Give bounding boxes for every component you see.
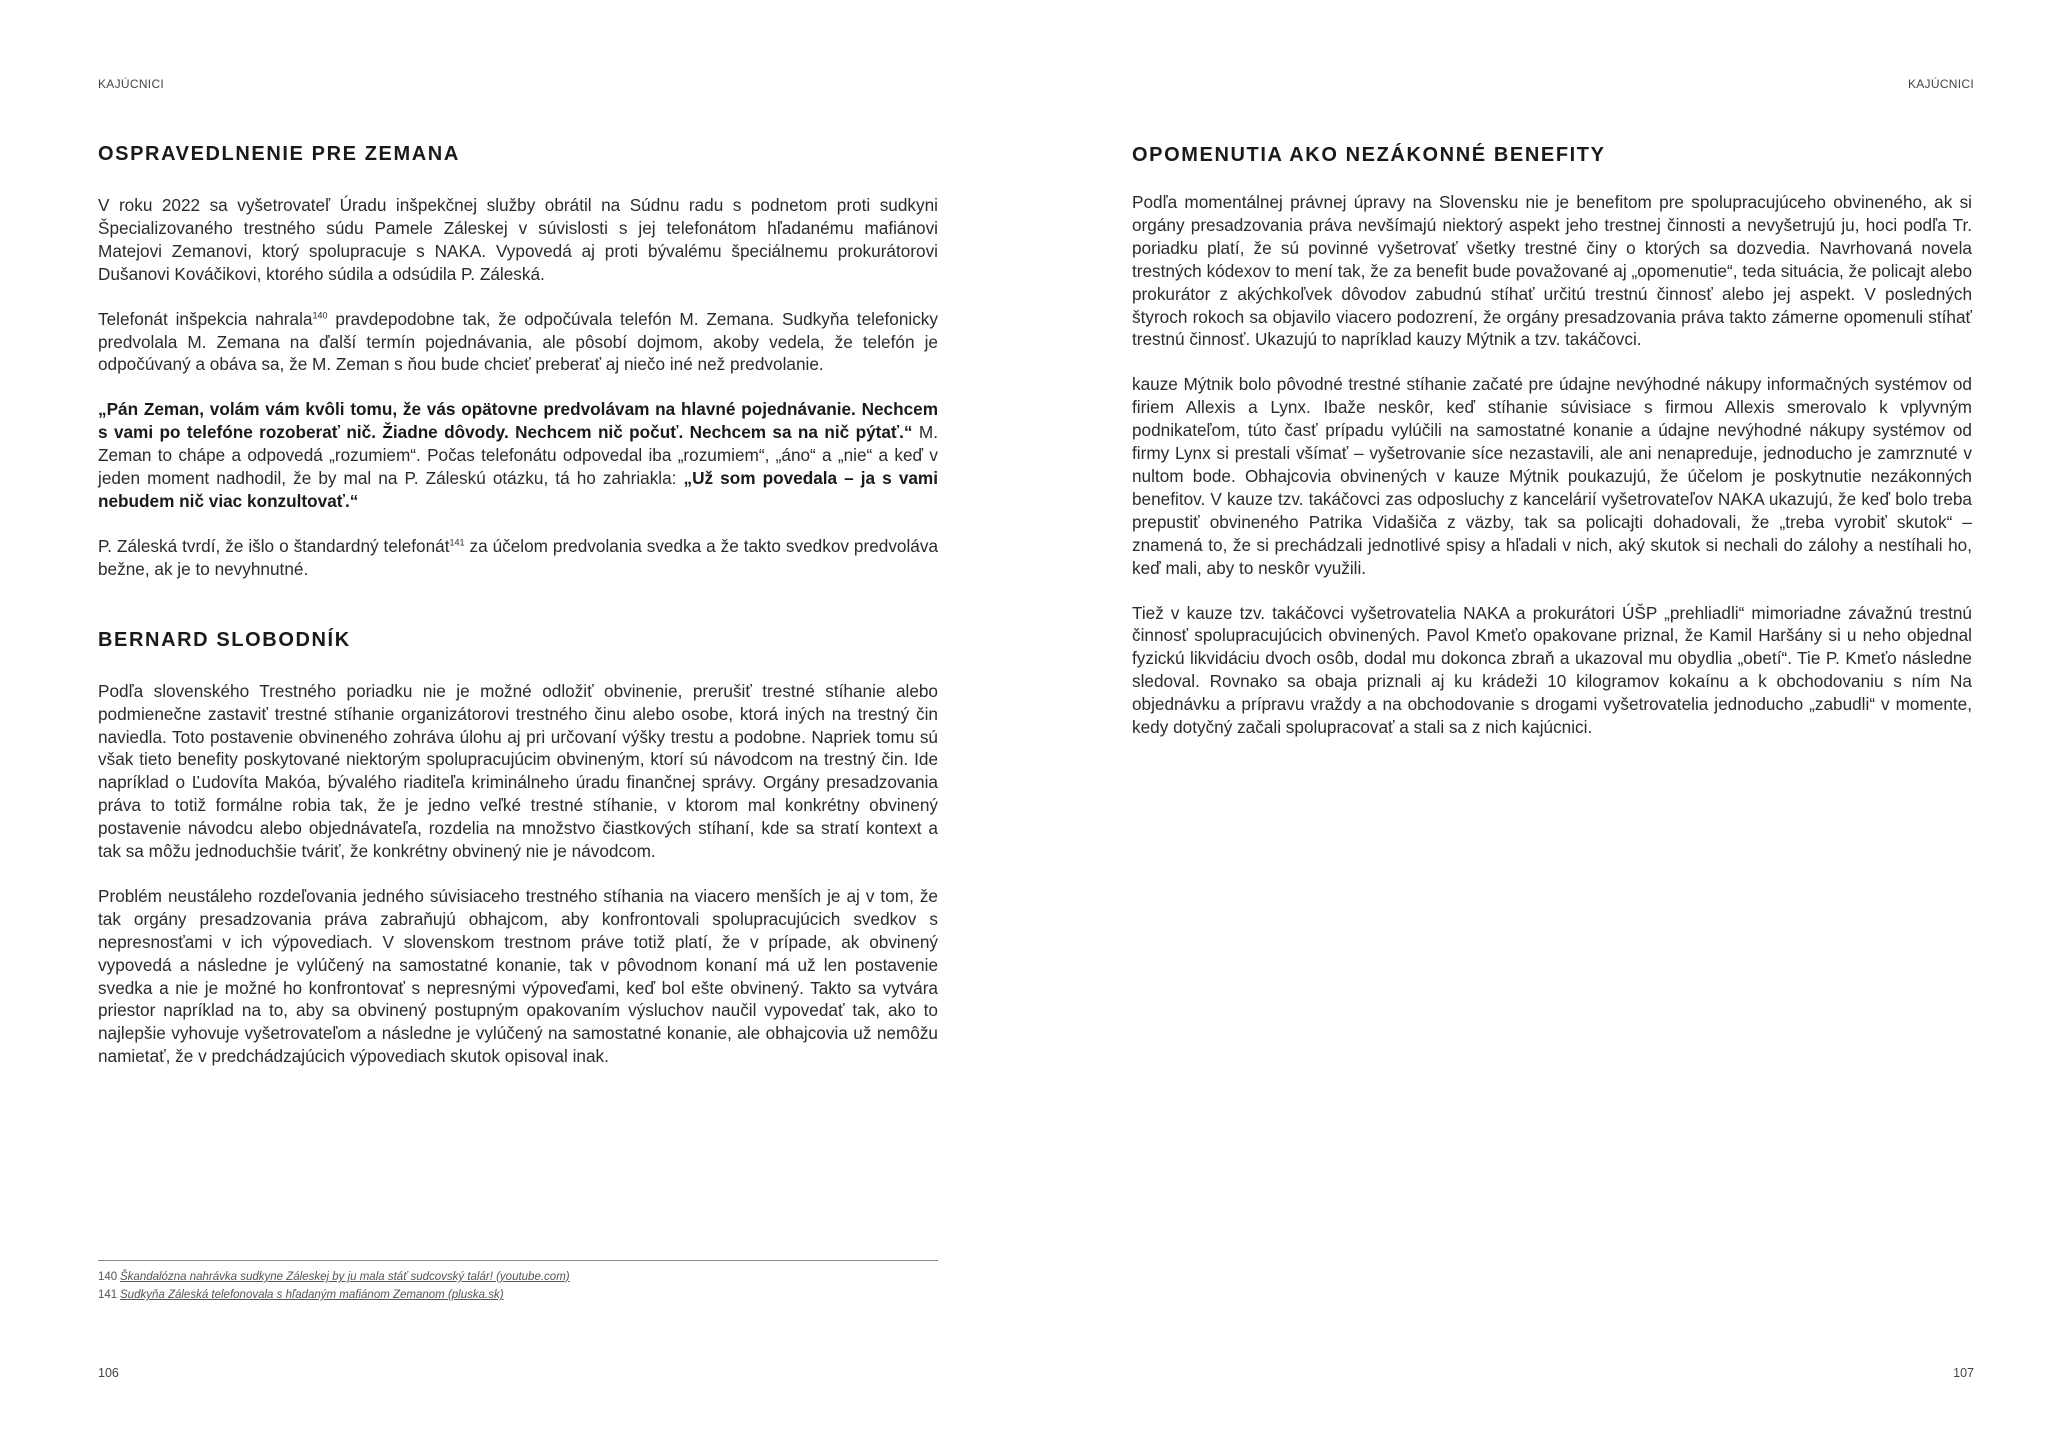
paragraph: V roku 2022 sa vyšetrovateľ Úradu inšpekčnej služby obrátil na Súdnu radu s podnetom proti sudkyni Špecializovaného trestného súdu Pamele Záleskej v súvislosti s jej telefonátom hľadanému mafiánovi Matejovi Zemanovi, ktorý spolupracuje s NAKA. Vypovedá aj proti bývalému špeciálnemu prokurátorovi Dušanovi Kováčikovi, ktorého súdila a odsúdila P. Záleská.	[98, 195, 938, 284]
running-head: KAJÚCNICI	[1907, 77, 1974, 91]
paragraph: Problém neustáleho rozdeľovania jedného súvisiaceho trestného stíhania na viacero menších je aj v tom, že tak orgány presadzovania práva zabraňujú obhajcom, aby konfrontovali spolupracujúcich svedkov s nepresnosťami v ich výpovediach. V slovenskom trestnom práve totiž platí, že v prípade, ak obvinený vypovedá a následne je vylúčený na samostatné konanie, tak v pôvodnom konaní má už len postavenie svedka a nie je možné ho konfrontovať s nepresnými výpoveďami, keď bol ešte obvinený. Takto sa vytvára priestor napríklad na to, aby sa obvinený postupným opakovaním výsluchov naučil vypovedať tak, ako to najlepšie vyhovuje vyšetrovateľom a následne je vylúčený na samostatné konanie, ale obhajcovia už nemôžu namietať, že v predchádzajúcich výpovediach skutok opisoval inak.	[98, 885, 938, 1067]
paragraph-text: pravdepodobne tak, že odpočúvala telefón M. Zemana. Sudkyňa telefonicky predvolala M. Zemana na ďalší termín pojednávania, ale pôsobí dojmom, akoby vedela, že telefón je odpočúvaný a obáva sa, že M. Zeman s ňou bude chcieť preberať aj niečo iné než predvolanie.	[98, 308, 938, 375]
paragraph: Podľa momentálnej právnej úpravy na Slovensku nie je benefitom pre spolupracujúceho obvineného, ak si orgány presadzovania práva nevšímajú niektorý aspekt jeho trestnej činnosti a nevyšetrujú ju, hoci podľa Tr. poriadku platí, že sú povinné vyšetrovať všetky trestné činy o ktorých sa dozvedia. Navrhovaná novela trestných kódexov to mení tak, že za benefit bude považované aj „opomenutie“, teda situácia, že policajt alebo prokurátor z akýchkoľvek dôvodov zabudnú stíhať určitú trestnú činnosť alebo jej aspekt. V posledných štyroch rokoch sa objavilo viacero podozrení, že orgány presadzovania práva takto zámerne opomenuli stíhať trestnú činnosť. Ukazujú to napríklad kauzy Mýtnik a tzv. takáčovci.	[1132, 192, 1972, 350]
paragraph-text: M. Zeman to chápe a odpovedá „rozumiem“. Počas telefonátu odpovedal iba „rozumiem“, „áno“ a „nie“ a keď v jeden moment nadhodil, že by mal na P. Záleskú otázku, tá ho zahriakla:	[98, 422, 938, 489]
page-number: 107	[1953, 1366, 1974, 1380]
footnote-ref[interactable]: 140	[312, 309, 328, 320]
footnote-link[interactable]: Škandalózna nahrávka sudkyne Záleskej by ju mala stáť sudcovský talár! (youtube.com)	[120, 1271, 570, 1283]
footnote-divider	[98, 1260, 938, 1261]
right-page	[1024, 0, 2048, 1448]
paragraph: kauze Mýtnik bolo pôvodné trestné stíhanie začaté pre údajne nevýhodné nákupy informačných systémov od firiem Allexis a Lynx. Ibaže neskôr, keď stíhanie súvisiace s firmou Allexis smerovalo k vplyvným podnikateľom, túto časť prípadu vylúčili na samostatné konanie a údajne nevýhodné nákupy systémov od firmy Lynx si prestali všímať – vyšetrovanie síce nezastavili, ale ani nenapreduje, jednoducho je zamrznuté v nultom bode. Obhajcovia obvinených v kauze Mýtnik poukazujú, že účelom je poskytnutie nezákonných benefitov. V kauze tzv. takáčovci zas odposluchy z kancelárií vyšetrovateľov NAKA ukazujú, že keď bolo treba prepustiť obvineného Patrika Vidašiča z väzby, tak sa policajti dohadovali, že „treba vyrobiť skutok“ – znamená to, že si prechádzali jednotlivé spisy a hľadali v nich, aký skutok si nechali do zálohy a nestíhali ho, keď mali, aby to neskôr využili.	[1132, 374, 1972, 578]
footnote-number: 140	[98, 1271, 118, 1283]
section-title: BERNARD SLOBODNÍK	[98, 628, 351, 651]
section-title: OSPRAVEDLNENIE PRE ZEMANA	[98, 143, 460, 165]
page-number: 106	[98, 1366, 119, 1380]
paragraph-quote	[98, 398, 938, 513]
quote-bold: „Už som povedala – ja s vami nebudem nič viac konzultovať.“	[98, 468, 938, 511]
footnote-link[interactable]: Sudkyňa Záleská telefonovala s hľadaným mafiánom Zemanom (pluska.sk)	[120, 1289, 504, 1301]
section-title: OPOMENUTIA AKO NEZÁKONNÉ BENEFITY	[1132, 144, 1606, 166]
running-head: KAJÚCNICI	[98, 77, 165, 91]
paragraph: Tiež v kauze tzv. takáčovci vyšetrovatelia NAKA a prokurátori ÚŠP „prehliadli“ mimoriadne závažnú trestnú činnosť spolupracujúcich obvinených. Pavol Kmeťo opakovane priznal, že Kamil Haršány si u neho objednal fyzickú likvidáciu dvoch osôb, dodal mu dokonca zbraň a ukazoval mu obydlia „obetí“. Tie P. Kmeťo následne sledoval. Rovnako sa obaja priznali aj ku krádeži 10 kilogramov kokaínu a k obchodovaniu s ním Na objednávku a prípravu vraždy a na obchodovanie s drogami vyšetrovatelia jednoducho „zabudli“ v momente, kedy dotyčný začali spolupracovať a stali sa z nich kajúcnici.	[1132, 602, 1972, 738]
paragraph	[98, 308, 938, 377]
footnote-ref[interactable]: 141	[449, 537, 465, 548]
paragraph: Podľa slovenského Trestného poriadku nie je možné odložiť obvinenie, prerušiť trestné stíhanie alebo podmienečne zastaviť trestné stíhanie organizátorovi trestného činu alebo osobe, ktorá iných na trestný čin naviedla. Toto postavenie obvineného zohráva úlohu aj pri určovaní výšky trestu a podobne. Napriek tomu sú však tieto benefity poskytované niektorým spolupracujúcim obvineným, ktorí sú návodcom na trestný čin. Ide napríklad o Ľudovíta Makóa, bývalého riaditeľa kriminálneho úradu finančnej správy. Orgány presadzovania práva to totiž formálne robia tak, že je jedno veľké trestné stíhanie, v ktorom mal konkrétny obvinený postavenie návodcu alebo objednávateľa, rozdelia na množstvo čiastkových stíhaní, kde sa stratí kontext a tak sa môžu jednoduchšie tváriť, že konkrétny obvinený nie je návodcom.	[98, 680, 938, 862]
footnotes	[98, 1268, 938, 1304]
left-text-column	[98, 140, 938, 1068]
paragraph-text: Telefonát inšpekcia nahrala	[98, 308, 313, 329]
footnote-item	[98, 1286, 938, 1304]
footnote-item	[98, 1268, 938, 1286]
footnote-number: 141	[98, 1289, 118, 1301]
paragraph-text: za účelom predvolania svedka a že takto svedkov predvoláva bežne, ak je to nevyhnutné.	[98, 535, 939, 579]
paragraph	[98, 535, 938, 581]
quote-bold: „Pán Zeman, volám vám kvôli tomu, že vás opätovne predvolávam na hlavné pojednávanie. Nechcem s vami po telefóne rozoberať nič. Žiadne dôvody. Nechcem nič počuť. Nechcem sa na nič pýtať.“	[98, 399, 938, 443]
paragraph-text: P. Záleská tvrdí, že išlo o štandardný telefonát	[98, 535, 450, 556]
right-text-column	[1132, 141, 1972, 739]
